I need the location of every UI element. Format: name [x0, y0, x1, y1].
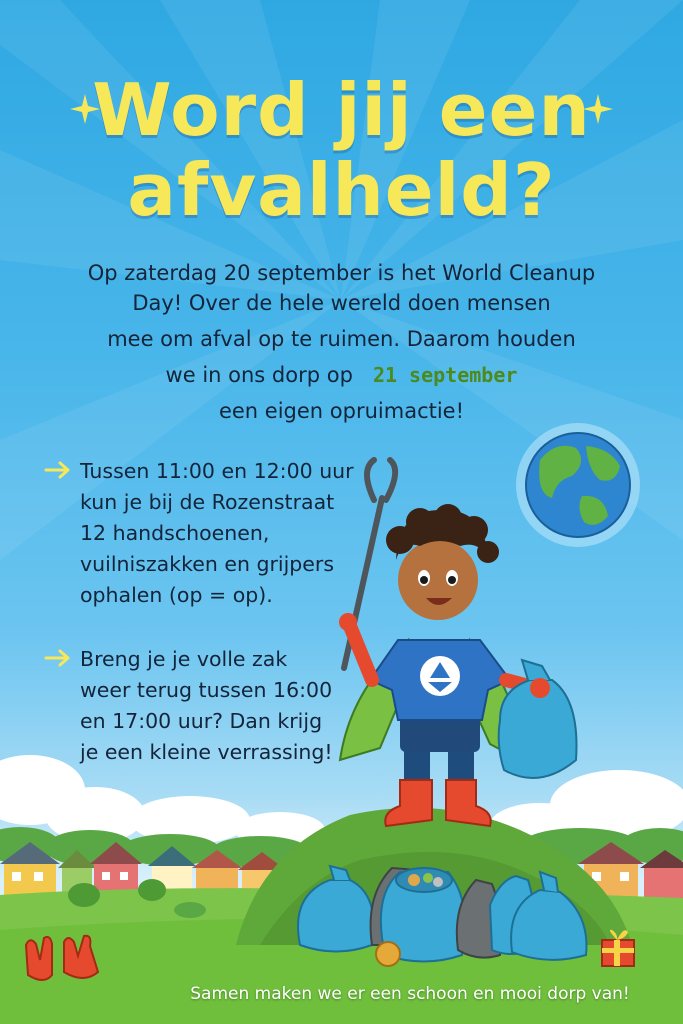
title-line-2: afvalheld?: [127, 148, 556, 232]
bullet-line: je een kleine verrassing!: [80, 740, 333, 764]
bullet-line: en 17:00 uur? Dan krijg: [80, 709, 323, 733]
bullet-line: vuilniszakken en grijpers: [80, 552, 335, 576]
globe-icon: [516, 423, 640, 547]
intro-line-2: Day! Over de hele wereld doen mensen: [132, 291, 551, 315]
bullet-line: 12 handschoenen,: [80, 521, 270, 545]
bullet-line: weer terug tussen 16:00: [80, 678, 333, 702]
intro-line-1: Op zaterdag 20 september is het World Cleanup: [87, 261, 596, 285]
intro-line-4-text: we in ons dorp op: [165, 363, 353, 387]
intro-line-3: mee om afval op te ruimen. Daarom houden: [107, 327, 576, 351]
bullet-line: kun je bij de Rozenstraat: [80, 490, 335, 514]
bullet-line: Breng je je volle zak: [80, 647, 288, 671]
title-line-1: Word jij een: [92, 68, 591, 152]
intro-line-5: een eigen opruimactie!: [218, 399, 465, 423]
recycle-icon: [420, 656, 460, 696]
event-date-highlight: 21 september: [372, 363, 518, 387]
footer-slogan: Samen maken we er een schoon en mooi dorp van!: [190, 984, 630, 1004]
bullet-line: Tussen 11:00 en 12:00 uur: [80, 459, 354, 483]
bullet-line: ophalen (op = op).: [80, 583, 273, 607]
trash-bags: [298, 866, 586, 966]
